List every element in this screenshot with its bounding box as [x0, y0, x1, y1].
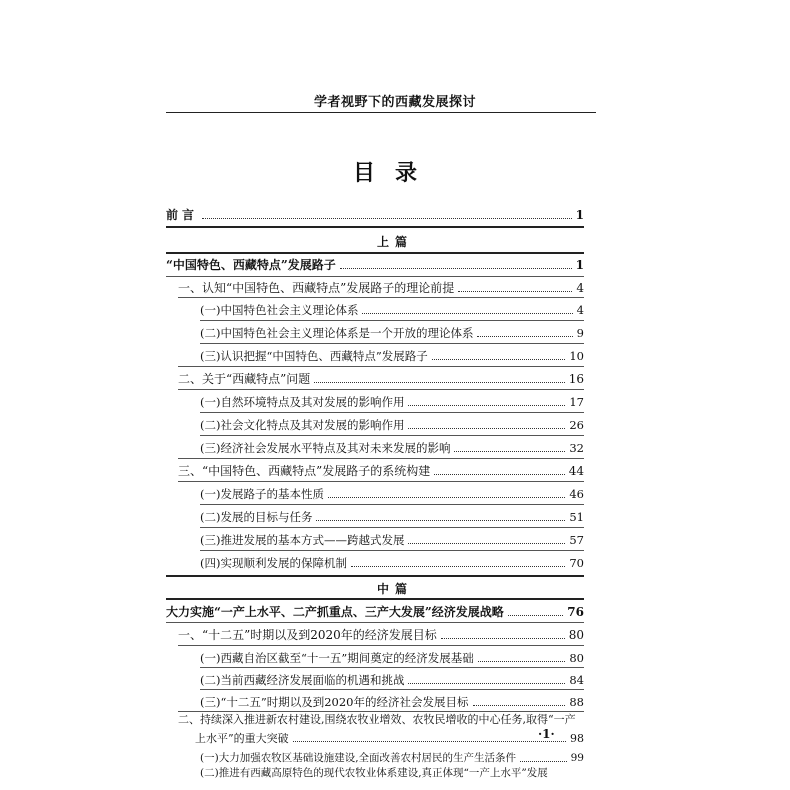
toc-entry-item[interactable] [200, 551, 584, 571]
dot-leader [362, 313, 572, 314]
toc-page-number: 4 [576, 281, 584, 295]
dot-leader [478, 661, 566, 662]
toc-page-number: 4 [576, 303, 584, 317]
dot-leader [477, 336, 572, 337]
toc-entry-label: (二)中国特色社会主义理论体系是一个开放的理论体系 [200, 326, 474, 340]
toc-page-number: 84 [569, 673, 584, 687]
dot-leader [328, 497, 565, 498]
dot-leader [473, 705, 566, 706]
header-rule [166, 112, 596, 113]
dot-leader [508, 615, 563, 616]
toc-entry-item[interactable] [200, 646, 584, 666]
toc-entry-label: 前言 [166, 208, 199, 222]
dot-leader [454, 451, 565, 452]
toc-page-number: 98 [570, 732, 584, 745]
toc-entry-item[interactable] [200, 321, 584, 341]
dot-leader [408, 683, 565, 684]
toc-entry-part1-main[interactable] [166, 253, 584, 273]
dot-leader [408, 543, 565, 544]
toc-entry-label: (一)发展路子的基本性质 [200, 487, 324, 501]
dot-leader [316, 520, 565, 521]
toc-page-number: 80 [569, 651, 584, 665]
toc-entry-item[interactable] [200, 390, 584, 410]
toc-entry-label: (三)“十二五”时期以及到2020年的经济社会发展目标 [200, 695, 469, 709]
toc-page-number: 51 [569, 510, 584, 524]
toc-page-number: 99 [570, 752, 584, 764]
toc-entry-item[interactable] [200, 298, 584, 318]
toc-entry-label: 上水平”的重大突破 [195, 732, 289, 745]
toc-page-number: 70 [569, 556, 584, 570]
toc-page-number: 80 [568, 628, 584, 642]
toc-page-number: 88 [569, 695, 584, 709]
dot-leader [441, 638, 565, 639]
toc-page-number: 57 [569, 533, 584, 547]
toc-page-number: 1 [575, 208, 584, 222]
page-folio: ·1· [538, 727, 555, 741]
dot-leader [432, 359, 566, 360]
dot-leader [458, 291, 572, 292]
toc-entry-label: (一)自然环境特点及其对发展的影响作用 [200, 395, 405, 409]
toc-entry-label: (三)经济社会发展水平特点及其对未来发展的影响 [200, 441, 451, 455]
toc-entry-label: 二、关于“西藏特点”问题 [178, 372, 311, 386]
toc-entry-section-3[interactable] [178, 459, 584, 479]
toc-page-number: 32 [569, 441, 584, 455]
toc-entry-part2-main[interactable] [166, 600, 584, 620]
running-header: 学者视野下的西藏发展探讨 [313, 95, 476, 110]
toc-entry-label: 一、认知“中国特色、西藏特点”发展路子的理论前提 [178, 281, 455, 295]
part-heading-upper: 上篇 [376, 235, 413, 249]
toc-page-number: 17 [569, 395, 584, 409]
toc-entry-section-1[interactable] [178, 276, 584, 296]
toc-entry-label: 一、“十二五”时期以及到2020年的经济发展目标 [178, 628, 437, 642]
toc-entry-section-2[interactable] [178, 367, 584, 387]
dot-leader [434, 474, 564, 475]
dot-leader [408, 405, 565, 406]
toc-entry-label: (一)西藏自治区截至“十一五”期间奠定的经济发展基础 [200, 651, 474, 665]
toc-entry-label: (一)大力加强农牧区基础设施建设,全面改善农村居民的生产生活条件 [200, 752, 517, 764]
toc-page-number: 76 [567, 605, 584, 619]
toc-page-number: 46 [569, 487, 584, 501]
toc-entry-item[interactable] [200, 505, 584, 525]
toc-entry-label: (一)中国特色社会主义理论体系 [200, 303, 359, 317]
dot-leader [351, 566, 565, 567]
toc-entry-label: (三)推进发展的基本方式——跨越式发展 [200, 533, 405, 547]
toc-page-number: 26 [569, 418, 584, 432]
toc-entry-part2-section-2-line1[interactable]: 二、持续深入推进新农村建设,围绕农牧业增效、农牧民增收的中心任务,取得“一产 [178, 713, 576, 726]
page-title: 目录 [352, 160, 437, 186]
part-heading-middle: 中篇 [376, 582, 413, 596]
toc-entry-item[interactable] [200, 413, 584, 433]
toc-page-number: 10 [569, 349, 584, 363]
section-rule [166, 575, 584, 577]
toc-entry-label: “中国特色、西藏特点”发展路子 [166, 258, 336, 272]
section-rule [166, 226, 584, 228]
toc-entry-item[interactable] [200, 668, 584, 688]
toc-entry-item[interactable] [200, 690, 584, 710]
toc-page-number: 44 [568, 464, 584, 478]
dot-leader [314, 382, 564, 383]
toc-entry-label: (二)当前西藏经济发展面临的机遇和挑战 [200, 673, 405, 687]
toc-entry-item[interactable] [200, 436, 584, 456]
toc-entry-label: 大力实施“一产上水平、二产抓重点、三产大发展”经济发展战略 [166, 605, 504, 619]
toc-entry-item[interactable] [200, 344, 584, 364]
toc-entry-label: (二)社会文化特点及其对发展的影响作用 [200, 418, 405, 432]
toc-page-number: 1 [575, 258, 584, 272]
toc-entry-item[interactable] [200, 528, 584, 548]
toc-entry-item[interactable] [200, 482, 584, 502]
toc-page-number: 16 [568, 372, 584, 386]
toc-entry-item-continued[interactable]: (二)推进有西藏高原特色的现代农牧业体系建设,真正体现“一产上水平”发展 [200, 767, 548, 779]
toc-entry-label: 三、“中国特色、西藏特点”发展路子的系统构建 [178, 464, 431, 478]
dot-leader [408, 428, 565, 429]
toc-entry-part2-section-1[interactable] [178, 623, 584, 643]
toc-page-number: 9 [576, 326, 584, 340]
toc-entry-label: (四)实现顺利发展的保障机制 [200, 556, 347, 570]
toc-entry-label: (三)认识把握“中国特色、西藏特点”发展路子 [200, 349, 428, 363]
dot-leader [340, 268, 572, 269]
toc-entry-label: (二)发展的目标与任务 [200, 510, 313, 524]
dot-leader [202, 218, 572, 219]
toc-entry-preface[interactable] [166, 203, 584, 223]
